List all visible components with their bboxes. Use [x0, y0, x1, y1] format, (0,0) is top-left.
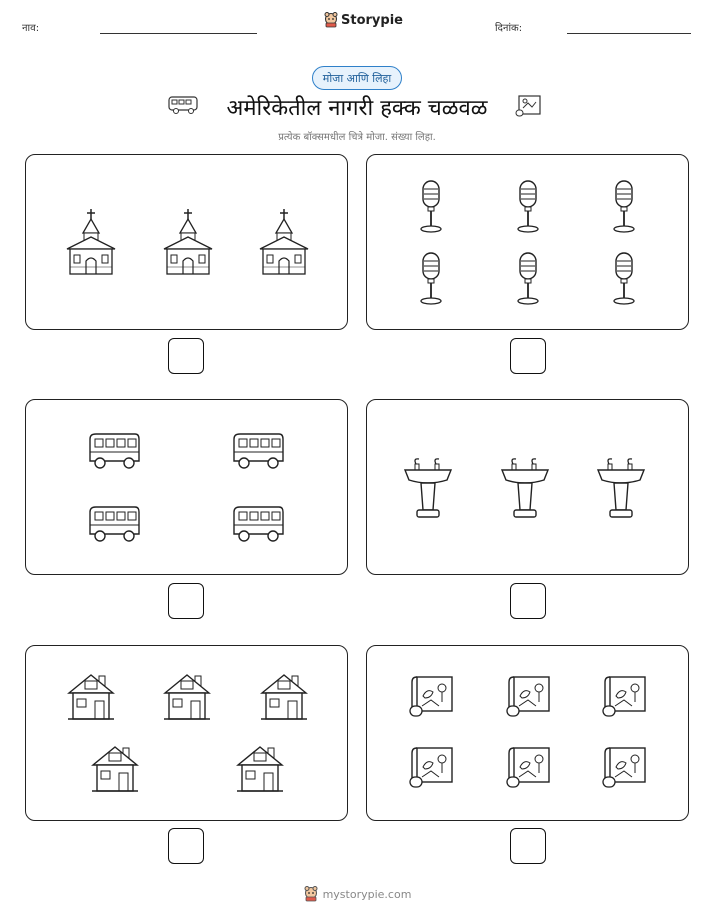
scroll-map-icon [409, 745, 455, 789]
count-panel-3 [25, 399, 348, 575]
activity-badge: मोजा आणि लिहा [312, 66, 402, 90]
storypie-mascot-icon [324, 12, 338, 28]
bus-icon [231, 431, 285, 471]
house-icon [67, 671, 115, 721]
bus-icon [231, 504, 285, 544]
answer-box-6[interactable] [510, 828, 546, 864]
footer-site-link[interactable]: mystorypie.com [322, 887, 412, 901]
date-label: दिनांक: [495, 23, 523, 34]
footer [0, 886, 714, 902]
count-panel-4 [366, 399, 689, 575]
house-icon [260, 671, 308, 721]
microphone-icon [514, 179, 542, 233]
count-panel-6 [366, 645, 689, 821]
church-icon [162, 209, 214, 275]
house-icon [163, 671, 211, 721]
scroll-map-icon [602, 674, 648, 718]
answer-box-4[interactable] [510, 583, 546, 619]
house-icon [236, 743, 284, 793]
name-line[interactable] [100, 33, 257, 34]
count-panel-1 [25, 154, 348, 330]
count-panel-2 [366, 154, 689, 330]
bus-icon [87, 504, 141, 544]
church-icon [258, 209, 310, 275]
church-icon [65, 209, 117, 275]
water-fountain-icon [500, 456, 550, 520]
name-label: नाव: [22, 23, 40, 34]
answer-box-2[interactable] [510, 338, 546, 374]
microphone-icon [514, 251, 542, 305]
scroll-map-icon [506, 745, 552, 789]
date-line[interactable] [567, 33, 691, 34]
microphone-icon [610, 251, 638, 305]
storypie-logo [324, 12, 403, 28]
scroll-map-icon [602, 745, 648, 789]
microphone-icon [417, 251, 445, 305]
instruction-text: प्रत्येक बॉक्समधील चित्रे मोजा. संख्या लिहा. [278, 132, 436, 143]
answer-box-1[interactable] [168, 338, 204, 374]
count-panel-5 [25, 645, 348, 821]
storypie-mascot-icon [303, 886, 319, 902]
water-fountain-icon [403, 456, 453, 520]
answer-box-5[interactable] [168, 828, 204, 864]
scroll-map-icon [506, 674, 552, 718]
house-icon [91, 743, 139, 793]
microphone-icon [610, 179, 638, 233]
bus-icon [87, 431, 141, 471]
scroll-map-icon [409, 674, 455, 718]
page-title: अमेरिकेतील नागरी हक्क चळवळ [226, 96, 488, 121]
brand-name: Storypie [341, 12, 403, 28]
water-fountain-icon [596, 456, 646, 520]
scroll-map-icon [515, 94, 543, 118]
microphone-icon [417, 179, 445, 233]
answer-box-3[interactable] [168, 583, 204, 619]
